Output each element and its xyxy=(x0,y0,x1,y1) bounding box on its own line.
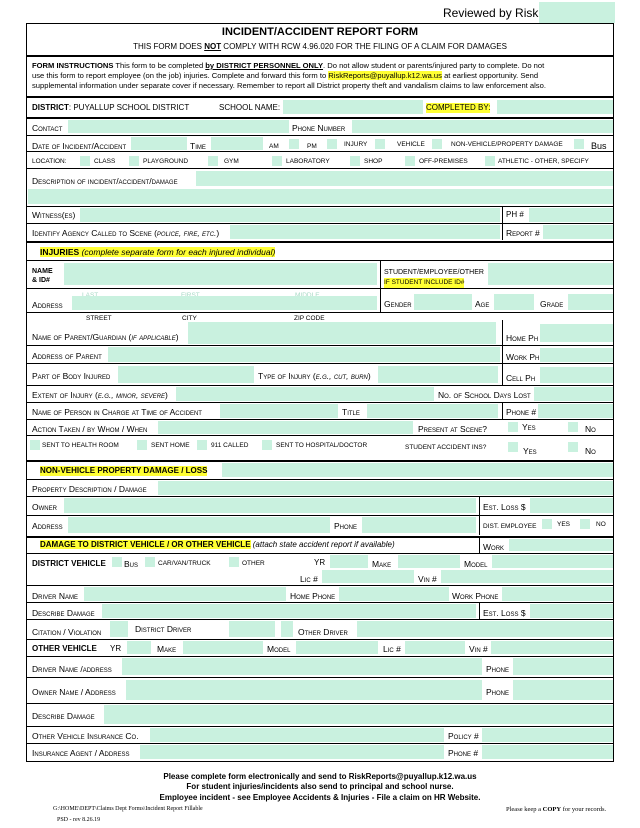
sent-home-checkbox[interactable] xyxy=(137,440,147,450)
work-ph-label: Work Ph xyxy=(506,352,540,362)
footer-line-3: Employee incident - see Employee Accidents & Injuries - File a claim on HR Website. xyxy=(159,793,481,802)
called-911-checkbox[interactable] xyxy=(197,440,207,450)
loc-playground-checkbox[interactable] xyxy=(129,156,139,166)
nv-address-label: Address xyxy=(32,521,63,531)
ov-make-field[interactable] xyxy=(183,641,263,654)
agent-label: Insurance Agent / Address xyxy=(32,748,130,758)
describe-damage-field[interactable] xyxy=(102,604,476,618)
witness-ph-label: PH # xyxy=(506,210,524,219)
instructions-line-3: supplemental information under separate cover if necessary. Remember to report all District property theft and vandalism claims to law enforcement also. xyxy=(32,81,546,90)
dist-employee-yes-label: YES xyxy=(557,521,571,528)
injured-name-field[interactable] xyxy=(64,263,377,285)
time-label: Time xyxy=(190,141,206,151)
nonvehicle-heading: NON-VEHICLE PROPERTY DAMAGE / LOSS xyxy=(40,466,208,475)
in-charge-phone-field[interactable] xyxy=(538,404,613,418)
ov-model-field[interactable] xyxy=(296,641,378,654)
loc-athletic-checkbox[interactable] xyxy=(485,156,495,166)
owner-phone-field[interactable] xyxy=(513,680,613,700)
other-driver-box[interactable] xyxy=(281,621,293,637)
v-est-loss-label: Est. Loss $ xyxy=(483,608,526,618)
dv-lic-field[interactable] xyxy=(322,570,414,583)
present-label: Present at Scene? xyxy=(418,424,488,434)
vehicle-checkbox[interactable] xyxy=(432,139,442,149)
completed-by-label: COMPLETED BY: xyxy=(426,103,491,112)
time-field[interactable] xyxy=(211,137,263,150)
sent-health-room-label: SENT TO HEALTH ROOM xyxy=(42,442,119,449)
loc-playground-label: PLAYGROUND xyxy=(143,158,189,165)
vehicle-label: VEHICLE xyxy=(397,141,425,148)
loc-laboratory-checkbox[interactable] xyxy=(272,156,282,166)
est-loss-field[interactable] xyxy=(530,498,613,513)
completed-by-field[interactable] xyxy=(497,100,613,114)
footer-rev: PSD - rev 8.26.19 xyxy=(57,817,101,823)
loc-class-label: CLASS xyxy=(94,158,116,165)
grade-label: Grade xyxy=(540,299,564,309)
form-title: INCIDENT/ACCIDENT REPORT FORM xyxy=(221,26,419,38)
zip-hint: ZIP CODE xyxy=(294,315,325,322)
gender-field[interactable] xyxy=(414,294,472,310)
footer-path: G:\HOME\DEPT\Claims Dept Forms\Incident Report Fillable xyxy=(53,806,203,812)
grade-field[interactable] xyxy=(568,294,613,310)
report-number-label: Report # xyxy=(506,228,540,238)
work-field[interactable] xyxy=(509,539,613,551)
dv-yr-field[interactable] xyxy=(330,555,368,568)
ov-lic-field[interactable] xyxy=(405,641,465,654)
dist-employee-no-checkbox[interactable] xyxy=(580,519,590,529)
driver-phone-field[interactable] xyxy=(513,658,613,675)
ov-lic-label: Lic # xyxy=(383,644,401,654)
district-driver-label: District Driver xyxy=(135,624,192,634)
form-subtitle: THIS FORM DOES NOT COMPLY WITH RCW 4.96.020 FOR THE FILING OF A CLAIM FOR DAMAGES xyxy=(133,42,507,51)
owner-field[interactable] xyxy=(64,498,476,513)
in-charge-label: Name of Person in Charge at Time of Accident xyxy=(32,407,202,417)
driver-phone-label: Phone xyxy=(486,664,510,674)
present-yes-checkbox[interactable] xyxy=(508,422,518,432)
other-driver-field[interactable] xyxy=(357,621,613,637)
injury-type-field[interactable] xyxy=(378,366,498,383)
parent-address-field[interactable] xyxy=(108,347,500,362)
in-charge-phone-label: Phone # xyxy=(506,407,537,417)
report-number-field[interactable] xyxy=(543,225,613,239)
dv-other-label: OTHER xyxy=(242,560,265,567)
describe-damage-2-label: Describe Damage xyxy=(32,711,95,721)
nv-address-field[interactable] xyxy=(68,517,330,533)
agent-phone-field[interactable] xyxy=(482,745,613,759)
gender-label: Gender xyxy=(384,299,412,309)
loc-offpremises-checkbox[interactable] xyxy=(405,156,415,166)
agency-field[interactable] xyxy=(230,225,500,239)
ov-yr-label: YR xyxy=(110,644,122,653)
student-ins-label: STUDENT ACCIDENT INS? xyxy=(405,444,487,451)
driver-name-address-field[interactable] xyxy=(122,658,482,675)
citation-label: Citation / Violation xyxy=(32,627,102,637)
age-label: Age xyxy=(475,299,490,309)
nonvehicle-label: NON-VEHICLE/PROPERTY DAMAGE xyxy=(451,141,563,148)
ov-yr-field[interactable] xyxy=(127,641,151,654)
est-loss-label: Est. Loss $ xyxy=(483,502,526,512)
ov-make-label: Make xyxy=(157,644,177,654)
am-checkbox[interactable] xyxy=(289,139,299,149)
dist-employee-yes-checkbox[interactable] xyxy=(542,519,552,529)
work-phone-label: Work Phone xyxy=(452,591,499,601)
dv-make-label: Make xyxy=(372,559,392,569)
days-lost-field[interactable] xyxy=(534,387,613,401)
dist-employee-no-label: NO xyxy=(596,521,606,528)
district-label: DISTRICT: PUYALLUP SCHOOL DISTRICT xyxy=(32,103,190,112)
reviewed-by-label: Reviewed by Risk xyxy=(443,6,539,20)
body-part-field[interactable] xyxy=(118,366,254,383)
district-vehicle-label: DISTRICT VEHICLE xyxy=(32,559,106,568)
driver-name-field[interactable] xyxy=(84,587,286,601)
driver-name-address-label: Driver Name /address xyxy=(32,664,112,674)
title-label: Title xyxy=(342,407,360,417)
ov-vin-field[interactable] xyxy=(491,641,613,654)
prop-desc-label: Property Description / Damage xyxy=(32,484,147,494)
dv-vin-field[interactable] xyxy=(441,570,613,583)
loc-athletic-label: ATHLETIC - OTHER, SPECIFY xyxy=(498,158,589,165)
sent-health-room-checkbox[interactable] xyxy=(30,440,40,450)
bus-label: Bus xyxy=(591,141,607,151)
other-driver-label: Other Driver xyxy=(298,627,348,637)
action-taken-label: Action Taken / by Whom / When xyxy=(32,424,148,434)
ins-yes-checkbox[interactable] xyxy=(508,442,518,452)
dv-make-field[interactable] xyxy=(398,555,460,568)
instructions-line-2: use this form to report employee (on the job) injuries. Complete and forward this form to RiskReports@puyallup.k12.wa.us at earliest opportunity. Send xyxy=(32,71,539,80)
loc-laboratory-label: LABORATORY xyxy=(286,158,330,165)
ins-no-label: No xyxy=(585,446,596,456)
nv-phone-label: Phone xyxy=(334,521,358,531)
phone-number-field[interactable] xyxy=(352,120,613,133)
pm-label: PM xyxy=(307,143,317,150)
cell-ph-label: Cell Ph xyxy=(506,373,536,383)
loc-shop-label: SHOP xyxy=(364,158,383,165)
sent-hospital-label: SENT TO HOSPITAL/DOCTOR xyxy=(276,442,368,449)
ov-model-label: Model xyxy=(267,644,291,654)
date-field[interactable] xyxy=(131,137,187,150)
risk-email-link[interactable]: RiskReports@puyallup.k12.wa.us xyxy=(328,71,442,80)
ov-vin-label: Vin # xyxy=(469,644,488,654)
owner-name-address-label: Owner Name / Address xyxy=(32,687,116,697)
school-name-field[interactable] xyxy=(283,100,423,114)
witnesses-field[interactable] xyxy=(80,208,500,222)
work-ph-field[interactable] xyxy=(540,348,613,362)
driver-name-label: Driver Name xyxy=(32,591,78,601)
student-employee-field[interactable] xyxy=(488,263,613,285)
describe-damage-label: Describe Damage xyxy=(32,608,95,618)
sent-hospital-checkbox[interactable] xyxy=(262,440,272,450)
owner-label: Owner xyxy=(32,502,57,512)
street-hint: STREET xyxy=(86,315,112,322)
policy-label: Policy # xyxy=(448,731,479,741)
loc-shop-checkbox[interactable] xyxy=(350,156,360,166)
dv-other-checkbox[interactable] xyxy=(229,557,239,567)
description-field-2[interactable] xyxy=(28,189,613,204)
parent-name-field[interactable] xyxy=(188,322,496,344)
v-est-loss-field[interactable] xyxy=(530,604,613,618)
present-no-label: No xyxy=(585,424,596,434)
insurance-co-field[interactable] xyxy=(150,728,444,742)
home-ph-field[interactable] xyxy=(540,324,613,342)
home-phone-field[interactable] xyxy=(339,587,449,601)
prop-desc-field[interactable] xyxy=(158,481,613,495)
pm-checkbox[interactable] xyxy=(327,139,337,149)
dv-bus-checkbox[interactable] xyxy=(112,557,122,567)
dv-lic-label: Lic # xyxy=(300,574,318,584)
phone-number-label: Phone Number xyxy=(292,123,346,133)
dv-model-label: Model xyxy=(464,559,488,569)
footer-line-2: For student injuries/incidents also send to principal and school nurse. xyxy=(186,782,454,791)
extent-label: Extent of Injury (e.g., minor, severe) xyxy=(32,390,168,400)
citation-field[interactable] xyxy=(110,621,128,637)
dv-bus-label: Bus xyxy=(124,559,139,569)
loc-gym-label: GYM xyxy=(224,158,239,165)
owner-phone-label: Phone xyxy=(486,687,510,697)
student-employee-label: STUDENT/EMPLOYEE/OTHER xyxy=(384,269,484,276)
am-label: AM xyxy=(269,143,279,150)
work-phone-field[interactable] xyxy=(502,587,613,601)
agent-field[interactable] xyxy=(140,745,444,759)
description-label: Description of incident/accident/damage xyxy=(32,176,178,186)
title-field[interactable] xyxy=(367,404,498,418)
dv-vin-label: Vin # xyxy=(418,574,437,584)
contact-label: Contact xyxy=(32,123,63,133)
home-phone-label: Home Phone xyxy=(290,591,336,601)
date-label: Date of Incident/Accident xyxy=(32,141,127,151)
city-hint: CITY xyxy=(182,315,197,322)
injury-checkbox[interactable] xyxy=(375,139,385,149)
dv-car-checkbox[interactable] xyxy=(145,557,155,567)
location-label: LOCATION: xyxy=(32,158,67,165)
ins-yes-label: Yes xyxy=(523,446,537,456)
id-label: & ID# xyxy=(32,277,50,284)
dist-employee-label: DIST. EMPLOYEE xyxy=(483,523,537,530)
witness-ph-field[interactable] xyxy=(529,208,613,222)
dv-car-label: CAR/VAN/TRUCK xyxy=(158,560,211,567)
action-taken-field[interactable] xyxy=(158,421,413,434)
cell-ph-field[interactable] xyxy=(540,367,613,383)
parent-address-label: Address of Parent xyxy=(32,351,102,361)
in-charge-field[interactable] xyxy=(220,404,338,418)
injuries-heading: INJURIES (complete separate form for each injured individual) xyxy=(40,247,276,257)
contact-field[interactable] xyxy=(68,120,289,133)
parent-name-label: Name of Parent/Guardian (if applicable) xyxy=(32,332,179,342)
insurance-co-label: Other Vehicle Insurance Co. xyxy=(32,731,139,741)
present-no-checkbox[interactable] xyxy=(568,422,578,432)
owner-name-address-field[interactable] xyxy=(126,680,482,700)
footer-line-1: Please complete form electronically and send to RiskReports@puyallup.k12.wa.us xyxy=(163,772,477,781)
work-label: Work xyxy=(483,542,505,552)
footer-keep-copy: Please keep a COPY for your records. xyxy=(506,806,607,813)
called-911-label: 911 CALLED xyxy=(211,442,249,449)
instructions-line-1: FORM INSTRUCTIONS This form to be completed by DISTRICT PERSONNEL ONLY. Do not allow student or parents/injured party to complete. Do not xyxy=(32,61,545,70)
policy-field[interactable] xyxy=(482,728,613,742)
injury-type-label: Type of Injury (e.g., cut, burn) xyxy=(258,371,371,381)
witnesses-label: Witness(es) xyxy=(32,210,76,220)
vehicle-heading: DAMAGE TO DISTRICT VEHICLE / OR OTHER VEHICLE (attach state accident report if available) xyxy=(40,540,395,549)
agency-label: Identify Agency Called to Scene (police, fire, etc.) xyxy=(32,228,220,238)
injured-address-field[interactable] xyxy=(72,296,377,310)
dv-yr-label: YR xyxy=(314,558,326,567)
district-driver-field[interactable] xyxy=(229,621,275,637)
days-lost-label: No. of School Days Lost xyxy=(438,390,531,400)
description-field[interactable] xyxy=(196,171,613,186)
loc-gym-checkbox[interactable] xyxy=(208,156,218,166)
body-part-label: Part of Body Injured xyxy=(32,371,111,381)
age-field[interactable] xyxy=(494,294,534,310)
address-label: Address xyxy=(32,300,63,310)
loc-offpremises-label: OFF-PREMISES xyxy=(419,158,468,165)
other-vehicle-label: OTHER VEHICLE xyxy=(32,644,97,653)
school-name-label: SCHOOL NAME: xyxy=(219,103,281,112)
nv-phone-field[interactable] xyxy=(362,517,476,533)
loc-class-checkbox[interactable] xyxy=(80,156,90,166)
describe-damage-2-field[interactable] xyxy=(104,705,613,724)
injury-label: INJURY xyxy=(344,141,368,148)
ins-no-checkbox[interactable] xyxy=(568,442,578,452)
extent-field[interactable] xyxy=(176,387,434,401)
dv-model-field[interactable] xyxy=(492,555,613,568)
nonvehicle-heading-field[interactable] xyxy=(222,463,613,477)
nonvehicle-checkbox[interactable] xyxy=(574,139,584,149)
present-yes-label: Yes xyxy=(522,422,536,432)
reviewed-by-field[interactable] xyxy=(539,2,615,23)
name-label: NAME xyxy=(32,268,53,275)
home-ph-label: Home Ph xyxy=(506,333,539,343)
if-student-label: IF STUDENT INCLUDE ID# xyxy=(384,279,465,286)
sent-home-label: SENT HOME xyxy=(151,442,190,449)
agent-phone-label: Phone # xyxy=(448,748,479,758)
